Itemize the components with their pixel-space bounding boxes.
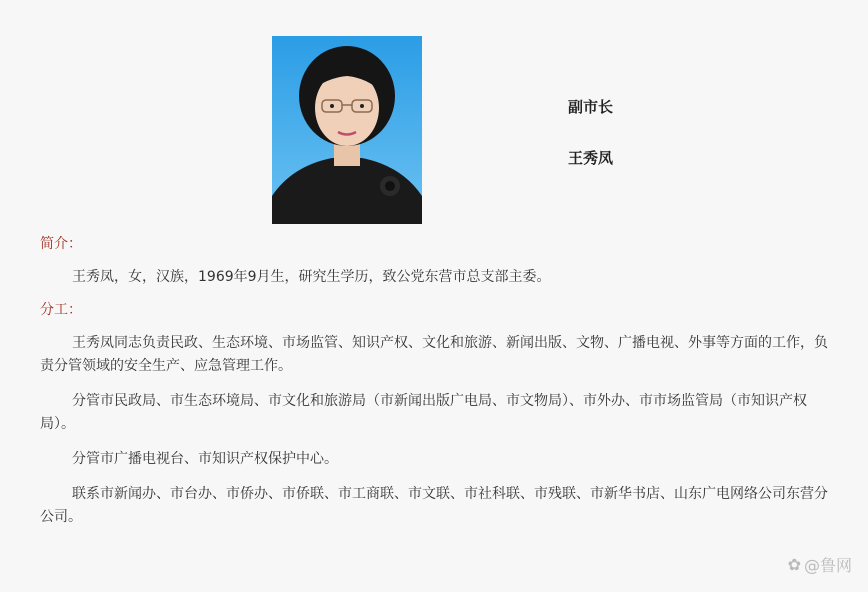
official-name: 王秀凤 — [568, 149, 614, 167]
duty-paragraph: 联系市新闻办、市台办、市侨办、市侨联、市工商联、市文联、市社科联、市残联、市新华书店、山东广电网络公司东营分公司。 — [40, 486, 828, 525]
duty-paragraph: 分管市民政局、市生态环境局、市文化和旅游局（市新闻出版广电局、市文物局）、市外办、市市场监管局（市知识产权局）。 — [40, 393, 807, 432]
duty-paragraph: 王秀凤同志负责民政、生态环境、市场监管、知识产权、文化和旅游、新闻出版、文物、广播电视、外事等方面的工作，负责分管领域的安全生产、应急管理工作。 — [40, 335, 828, 374]
duty-paragraph: 分管市广播电视台、市知识产权保护中心。 — [72, 451, 338, 467]
intro-text: 王秀凤，女，汉族，1969年9月生，研究生学历，致公党东营市总支部主委。 — [72, 269, 551, 285]
portrait-illustration — [272, 36, 422, 224]
paw-icon: ✿ — [787, 555, 801, 574]
intro-heading: 简介： — [40, 236, 82, 252]
watermark-text: @鲁网 — [803, 556, 852, 575]
portrait-photo — [272, 36, 422, 224]
watermark — [788, 553, 852, 576]
profile-content — [40, 233, 838, 529]
position-title: 副市长 — [568, 98, 614, 116]
duties-heading: 分工： — [40, 302, 82, 318]
official-title-block — [568, 96, 613, 168]
